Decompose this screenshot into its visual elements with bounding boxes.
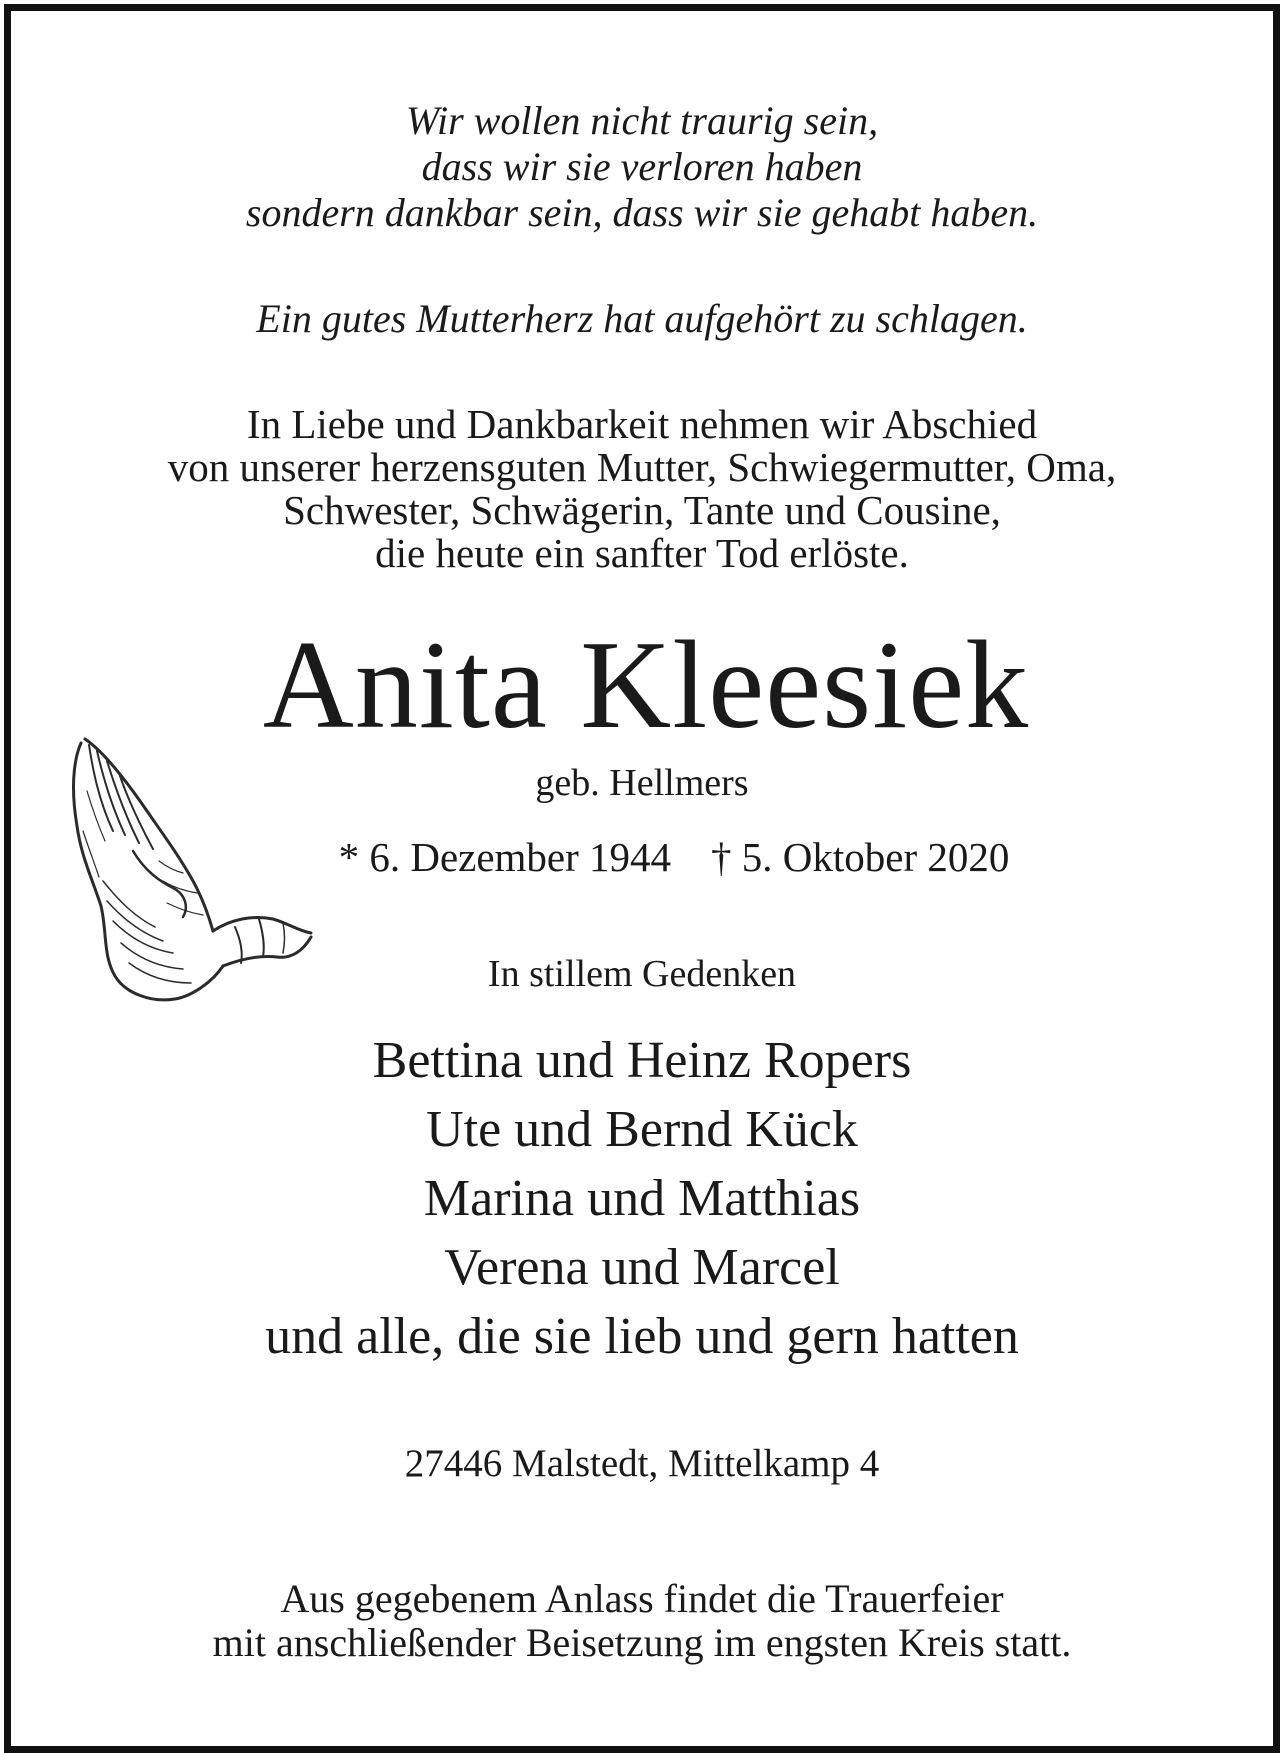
death-date: † 5. Oktober 2020 (711, 834, 1010, 880)
family-signatures (11, 1026, 1273, 1371)
family-line: Verena und Marcel (444, 1239, 840, 1296)
poem-line: dass wir sie verloren haben (421, 144, 863, 189)
birth-date: * 6. Dezember 1944 (338, 834, 672, 880)
heart-line: Ein gutes Mutterherz hat aufgehört zu schlagen. (256, 296, 1028, 341)
deceased-name: Anita Kleesiek (262, 616, 1030, 755)
intro-line: von unserer herzensguten Mutter, Schwiegermutter, Oma, (167, 444, 1117, 490)
poem-line: Wir wollen nicht traurig sein, (405, 98, 879, 143)
birth-name: geb. Hellmers (535, 762, 749, 804)
intro-line: In Liebe und Dankbarkeit nehmen wir Abschied (246, 401, 1038, 447)
intro-line: die heute ein sanfter Tod erlöste. (375, 530, 909, 576)
family-line: Ute und Bernd Kück (426, 1101, 858, 1158)
intro-text (11, 403, 1273, 575)
obituary-content (11, 11, 1273, 1746)
intro-line: Schwester, Schwägerin, Tante und Cousine, (283, 487, 1001, 533)
address: 27446 Malstedt, Mittelkamp 4 (404, 1442, 880, 1485)
funeral-notice (11, 1577, 1273, 1665)
obituary-frame (4, 4, 1280, 1753)
notice-line: mit anschließender Beisetzung im engsten Kreis statt. (212, 1620, 1072, 1665)
notice-line: Aus gegebenem Anlass findet die Trauerfeier (280, 1576, 1004, 1621)
memory-line: In stillem Gedenken (487, 953, 797, 995)
family-line: Marina und Matthias (423, 1170, 861, 1227)
family-line: Bettina und Heinz Ropers (372, 1032, 912, 1089)
poem (11, 98, 1273, 236)
family-line: und alle, die sie lieb und gern hatten (265, 1308, 1019, 1365)
poem-line: sondern dankbar sein, dass wir sie gehabt haben. (245, 190, 1039, 235)
